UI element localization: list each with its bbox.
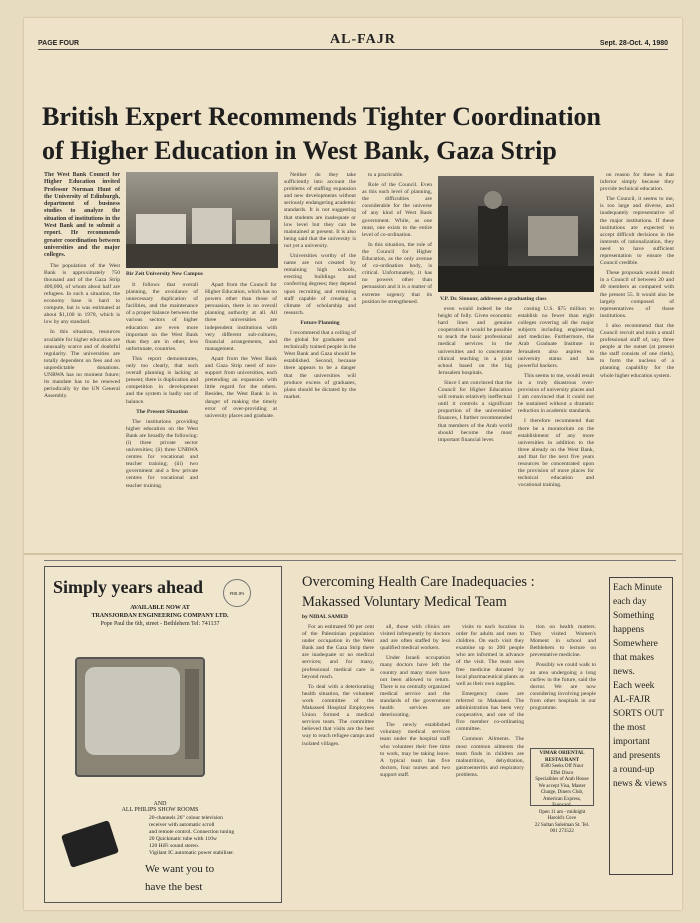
health-headline-line-2: Makassed Voluntary Medical Team bbox=[302, 594, 507, 610]
paragraph: It follows that overall planning, the avoidance of unnecessary duplication of facilities, and the maintenance of a proper balance between the various sectors of higher education are even more important on the West Bank than they are in other, less unfortunate, countries. bbox=[126, 282, 198, 352]
restaurant-line: 22 Sultan Suleiman St. Tel. 001 273522 bbox=[534, 822, 590, 834]
campus-photo-caption: Bir Zeit University New Campus bbox=[126, 271, 203, 277]
paragraph: I also recommend that the Council recruit and train a small professional staff of, say, three people at the outset (at present the staff consists of one clerk), to form the nucleus of a planning capability for the whole higher education system. bbox=[600, 322, 674, 379]
paragraph: The population of the West Bank is approximately 750 thousand and of the Gaza Strip 400,000, of whom about half are refugees. In such a situation, the economy base is hard to compute, but is was estimated at about $1,100 in 1978, which is low by any standard. bbox=[44, 262, 120, 326]
graduation-photo-caption: V.P. Dr. Sinnour, addresses a graduating class bbox=[440, 296, 547, 302]
paragraph: visits to each location in order for adults and men to children. On each visit they examine up to 200 people who are informed in advance of the visit. The team uses free medicine donated by local pharmaceutical plants as well as their own supplies. bbox=[456, 624, 524, 687]
ad-line: each day bbox=[613, 597, 647, 607]
ad-line: and presents bbox=[613, 751, 661, 761]
paragraph: tion on health matters. They visited Women's Moment in school and Bethlehem to lecture on preventative medicine. bbox=[530, 624, 596, 659]
ad-feature: 20-channels 26" colour television bbox=[149, 815, 223, 821]
paragraph: Common Ailments. The most common ailments the team finds in children are malnutrition, dehydration, gastroenteritis and respiratory problems. bbox=[456, 736, 524, 778]
paragraph: Apart from the Council for Higher Education, which has no powers other than those of persuasion, there is no overall planning authority at all. All three universities are independent institutions with very different sub-cultures, financial arrangements, and management. bbox=[205, 282, 277, 352]
page-fold-crease bbox=[24, 553, 682, 555]
ad-line: news & views bbox=[613, 779, 667, 789]
health-headline-line-1: Overcoming Health Care Inadequacies : bbox=[302, 574, 535, 590]
article-column-7 bbox=[518, 306, 594, 552]
article-column-6 bbox=[438, 306, 512, 552]
ad-feature-list bbox=[149, 815, 275, 857]
ad-title: Simply years ahead bbox=[53, 577, 204, 597]
paragraph: on reason for these is that inferior simply because they provide technical education. bbox=[600, 172, 674, 193]
paragraph: This report demonstrates, only too clearly, that such overall planning is lacking at present; there is duplication and competition in development and the system is badly out of balance. bbox=[126, 355, 198, 405]
philips-logo: PHILIPS bbox=[223, 579, 251, 607]
ad-line: Each week bbox=[613, 681, 655, 691]
ad-availability: AVAILABLE NOW AT bbox=[130, 605, 190, 611]
paragraph: all, those with clinics are visited infrequently by doctors and are often staffed by less qualified medical workers. bbox=[380, 624, 450, 652]
paragraph: Apart from the West Bank and Gaza Strip need of non-support from universities, each pretending an expansion with little regard for the others. Besides, the West Bank is in danger of making the timely error of over-providing at university places and graduate. bbox=[205, 355, 277, 419]
ad-company: TRANSJORDAN ENGINEERING COMPANY LTD. bbox=[91, 613, 229, 619]
main-headline bbox=[42, 100, 672, 168]
article-column-5 bbox=[362, 172, 432, 552]
paragraph: costing U.S. $75 million to establish no fewer than eight colleges covering all the major subjects including engineering and medicine. Furthermore, the Arab Graduate Institute in Jerusalem also aspires to university status and has powerful backers. bbox=[518, 306, 594, 369]
ad-and: AND ALL PHILIPS SHOW ROOMS bbox=[121, 801, 199, 813]
ad-line: AL-FAJR bbox=[613, 695, 651, 705]
campus-photo bbox=[126, 172, 278, 268]
paragraph: Neither do they take sufficiently into account the problems of staffing expansion and new developments without seriously endangering academic standards. It is not suggesting that students are inadequate or low level but they can be maintained at present. It is also being said that the university is not yet a university. bbox=[284, 172, 356, 249]
ad-feature: 120 HiFi sound stereo. bbox=[149, 843, 200, 849]
paragraph: The newly established voluntary medical services team under the hospital staff who volunteer their free time to work, may be taking leave. A typical team has five doctors, four nurses and two support staff. bbox=[380, 722, 450, 778]
paragraph: I recommend that a ceiling of the global for graduates and technically trained people in the West Bank and Gaza should be established. Second, because there appears to be a danger that the universities will produce excess of graduates, plans should be dictated by the market. bbox=[284, 329, 356, 400]
ad-line: SORTS OUT bbox=[613, 709, 664, 719]
restaurant-line: Harold's Cove bbox=[547, 816, 577, 821]
health-headline bbox=[302, 572, 535, 612]
graduation-photo-illustration bbox=[438, 176, 594, 292]
ad-slogan-2: have the best bbox=[145, 881, 203, 893]
tv-control-panel bbox=[185, 669, 199, 759]
paragraph: Under Israeli occupation many doctors have left the country and many more have not been allowed to return. There is no centrally organized medical service and the standards of the government health services are deteriorating. bbox=[380, 655, 450, 719]
byline: by NIDAL SAMED bbox=[302, 614, 348, 620]
headline-line-2: of Higher Education in West Bank, Gaza Strip bbox=[42, 136, 557, 165]
ad-line: Each Minute bbox=[613, 583, 662, 593]
ad-line: that makes bbox=[613, 653, 654, 663]
headline-line-1: British Expert Recommends Tighter Coordination bbox=[42, 102, 602, 131]
restaurant-name: VIMAR ORIENTAL RESTAURANT bbox=[539, 751, 585, 763]
philips-tv-advertisement bbox=[44, 566, 282, 903]
paragraph: To deal with a deteriorating health situation, the volunteer work committee of the Makassed Hospital Employees Union formed a medical services team. The committee believed that visits are the best way to reach refugee camps and isolated villages. bbox=[302, 683, 374, 747]
paragraph: These proposals would result in a Council of between 20 and 40 members as compared with the present 55. It would also be largely composed of representatives of those institutions. bbox=[600, 270, 674, 319]
article-column-4 bbox=[284, 172, 356, 552]
ad-line: the most bbox=[613, 723, 646, 733]
issue-date: Sept. 28-Oct. 4, 1980 bbox=[599, 40, 668, 47]
ad-feature: receiver with automatic scroll bbox=[149, 822, 215, 828]
ad-line: news. bbox=[613, 667, 635, 677]
paragraph: even would indeed be the height of folly. Given economic hard lines and genuine cooperation it would be possible to reach the basic professional medical services in the universities and to concentrate clinical teaching in a joint school based on the big Jerusalem hospitals. bbox=[438, 306, 512, 376]
article-column-1 bbox=[44, 172, 120, 552]
paragraph: Role of the Council. Even as this each level of planning, the difficulties are considerable for the universe of any kind of West Bank government. While, as one must, one exists to the entire level of co-ordination. bbox=[362, 182, 432, 238]
paragraph: For an estimated 90 per cent of the Palestinian population under occupation in the West Bank and the Gaza Strip there are inadequate or no medical services; and for many, professional medical care is beyond reach. bbox=[302, 624, 374, 680]
ad-line: important bbox=[613, 737, 650, 747]
health-column-4 bbox=[530, 624, 596, 744]
ad-showroom: ALL PHILIPS SHOW ROOMS bbox=[121, 807, 199, 813]
paragraph: Emergency cases are referred to Makassed. The administration has been very cooperative, and one of the five member co-ordinating committee. bbox=[456, 690, 524, 733]
health-column-1 bbox=[302, 624, 374, 904]
section-divider bbox=[44, 560, 676, 561]
ad-line: Something bbox=[613, 611, 655, 621]
ad-line: happens bbox=[613, 625, 645, 635]
ad-feature: Vigilant IC automatic power stabiliser. bbox=[149, 850, 235, 856]
paragraph: Universities worthy of the name are not created by remaining high schools, erecting buildings and conferring degrees; they depend upon recruiting and retaining staff capable of creating a climate of scholarship and research. bbox=[284, 253, 356, 316]
ad-line: Somewhere bbox=[613, 639, 658, 649]
restaurant-line: Effel Disco bbox=[550, 770, 574, 776]
ad-feature: and remote control. Connection tuning bbox=[149, 829, 235, 835]
al-fajr-advertisement bbox=[609, 577, 673, 875]
ad-address: Pope Paul the 6th, street - Bethlehem Tel: 741137 bbox=[100, 621, 220, 627]
article-column-3 bbox=[205, 282, 277, 550]
ad-feature: 20 Quickmatic tube with 110w bbox=[149, 836, 217, 842]
paragraph: The Council, it seems to me, is too large and diverse, and inadequately representative of the major institutions. If these institutions are expected to accept difficult decisions in the interests of rationalization, they need to have sufficient representation to ensure the Council credible. bbox=[600, 196, 674, 267]
page-number: PAGE FOUR bbox=[38, 40, 80, 47]
ad-slogan-1: We want you to bbox=[145, 863, 215, 875]
paragraph: In this situation, the role of the Council for Higher Education, as the only avenue of co-ordination body, is critical. Unfortunately, it has no powers other than persuasion and it is a matter of extreme urgency that its position be strengthened. bbox=[362, 241, 432, 305]
article-column-8 bbox=[600, 172, 674, 552]
health-column-2 bbox=[380, 624, 450, 904]
restaurant-advertisement bbox=[530, 748, 594, 834]
ad-line: a round-up bbox=[613, 765, 655, 775]
tv-screen bbox=[85, 667, 180, 755]
paragraph: The institutions providing higher education on the West Bank are broadly the following: (i) three private sector universities; (ii) three UNRWA centres for vocational and teacher training; (iii) two government and a few private centres for vocational and teacher training. bbox=[126, 418, 198, 489]
campus-photo-illustration bbox=[126, 172, 278, 268]
television-icon bbox=[75, 657, 205, 777]
subheading: Future Planning bbox=[300, 319, 340, 326]
restaurant-line: Specialities of Arab House bbox=[535, 777, 589, 782]
health-column-3 bbox=[456, 624, 524, 904]
paragraph: Possibly we could walk to an area undergoing a long curfew in the future, said the doctor. We are now considering involving people from other hospitals in our programme. bbox=[530, 662, 596, 712]
paragraph: I therefore recommend that there be a moratorium on the establishment of any more universities in addition to the three already on the West Bank, and that for the next five years resources be concentrated upon the provision of more places for technical education and vocational training. bbox=[518, 418, 594, 489]
subheading: The Present Situation bbox=[136, 408, 188, 415]
lead-paragraph: The West Bank Council for Higher Education invited Professor Norman Hunt of the University of Edinburgh, department of business studies to analyze the situation of institutions in the West Bank and to submit a report. He recommends greater coordination between universities and the major colleges. bbox=[44, 172, 120, 259]
article-column-2 bbox=[126, 282, 198, 550]
paragraph: Since I am convinced that the Council for Higher Education will remain relatively ineffectual until it controls a significant proportion of the universities' finances, I further recommended that members of the Arab world should become the most important financial lever. bbox=[438, 379, 512, 443]
graduation-photo bbox=[438, 176, 594, 292]
paragraph: This seems to me, would result in a truly disastrous over-provision of university places and I am convinced that it could not be sustained without a dramatic reduction in academic standards. bbox=[518, 372, 594, 415]
masthead-logo: AL-FAJR bbox=[330, 32, 396, 47]
restaurant-line: Open 11 am - midnight bbox=[538, 809, 586, 815]
page-header bbox=[38, 28, 668, 50]
remote-control-icon bbox=[61, 820, 119, 868]
restaurant-line: We accept Visa, Master Charge, Diners Club, American Express, Eurocard. bbox=[538, 783, 586, 808]
paragraph: to a practicable. bbox=[368, 172, 404, 178]
restaurant-line: 0500 Seeks Off Nuur bbox=[540, 764, 584, 769]
paragraph: In this situation, resources available for higher education are unusually scarce and of doubtful regularity. The universities are totally dependent on fees and on unpredictable donations. UNRWA has no moment future; its mandate has to be renewed periodically by the UN General Assembly. bbox=[44, 329, 120, 400]
